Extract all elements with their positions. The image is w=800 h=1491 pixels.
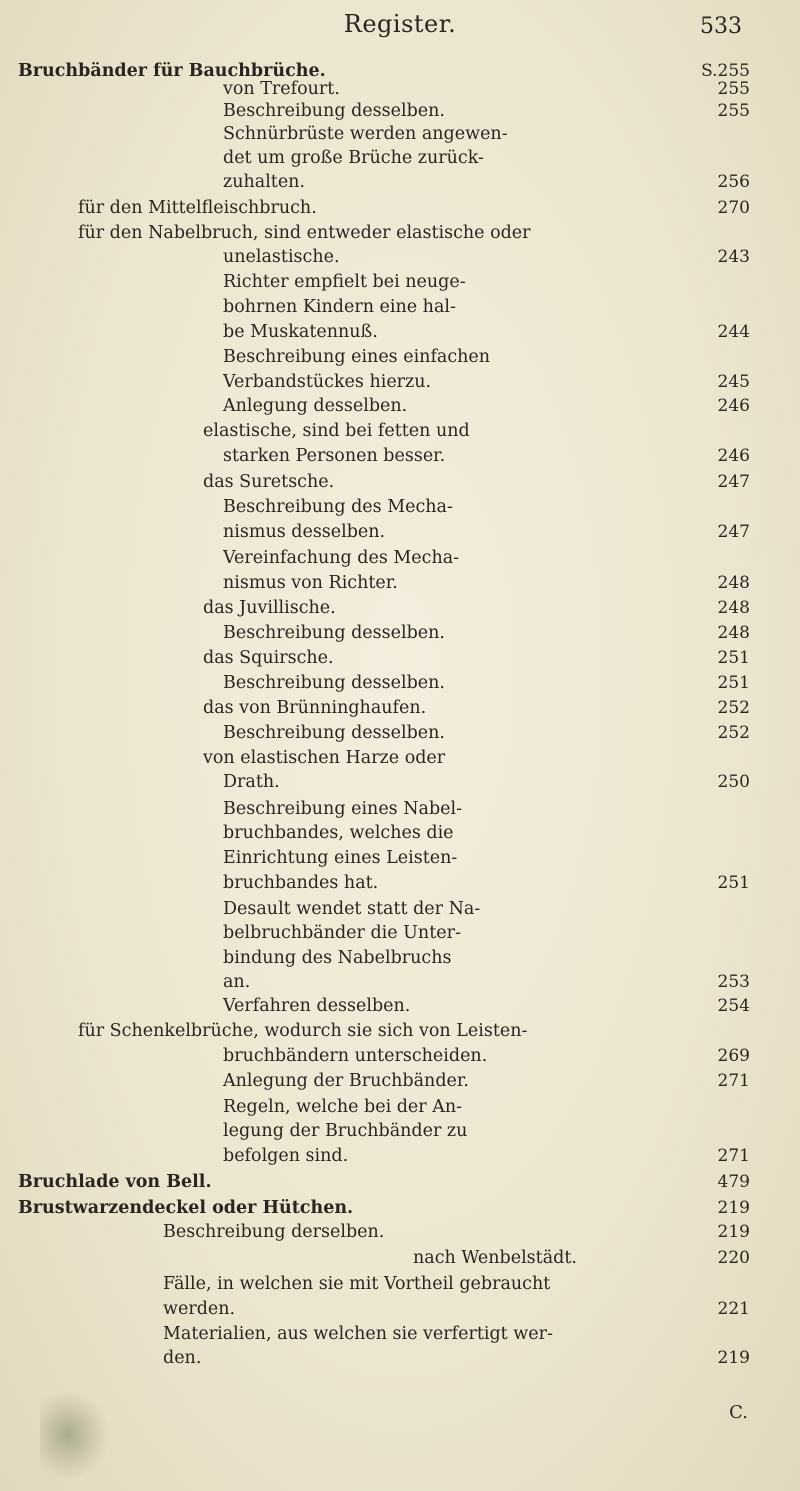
entry-text: nach Wenbelstädt.	[413, 1248, 577, 1268]
entry-page-ref: S.255	[701, 61, 750, 81]
entry-text: Bruchlade von Bell.	[18, 1172, 212, 1192]
entry-text: Verfahren desselben.	[223, 996, 411, 1016]
entry-text: Verbandstückes hierzu.	[223, 372, 432, 392]
entry-page-ref: 271	[717, 1071, 750, 1091]
entry-text: unelastische.	[223, 247, 340, 267]
entry-page-ref: 251	[717, 673, 750, 693]
entry-page-ref: 271	[717, 1146, 750, 1166]
entry-page-ref: 251	[717, 873, 750, 893]
entry-text: das Suretsche.	[203, 472, 335, 492]
entry-text: starken Personen besser.	[223, 446, 446, 466]
entry-page-ref: 219	[717, 1348, 750, 1368]
entry-page-ref: 269	[717, 1046, 750, 1066]
entry-text: elastische, sind bei fetten und	[203, 421, 470, 441]
entry-page-ref: 220	[717, 1248, 750, 1268]
entry-page-ref: 253	[717, 972, 750, 992]
entry-text: Beschreibung desselben.	[223, 673, 445, 693]
entry-text: Anlegung desselben.	[223, 396, 408, 416]
entry-page-ref: 247	[717, 522, 750, 542]
entry-text: von Trefourt.	[223, 79, 340, 99]
entry-page-ref: 254	[717, 996, 750, 1016]
entry-page-ref: 243	[717, 247, 750, 267]
entry-page-ref: 246	[717, 396, 750, 416]
entry-text: Regeln, welche bei der An-	[223, 1097, 463, 1117]
entry-page-ref: 255	[717, 101, 750, 121]
entry-text: be Muskatennuß.	[223, 322, 378, 342]
page-number: 533	[700, 14, 742, 39]
entry-page-ref: 250	[717, 772, 750, 792]
entry-text: nismus desselben.	[223, 522, 386, 542]
entry-page-ref: 221	[717, 1299, 750, 1319]
entry-text: bruchbandes hat.	[223, 873, 379, 893]
entry-page-ref: 256	[717, 172, 750, 192]
entry-text: nismus von Richter.	[223, 573, 398, 593]
entry-text: Vereinfachung des Mecha-	[223, 548, 460, 568]
entry-text: Materialien, aus welchen sie verfertigt wer-	[163, 1324, 553, 1344]
entry-page-ref: 252	[717, 723, 750, 743]
entry-page-ref: 479	[717, 1172, 750, 1192]
entry-page-ref: 245	[717, 372, 750, 392]
entry-text: an.	[223, 972, 251, 992]
entry-page-ref: 246	[717, 446, 750, 466]
entry-text: Beschreibung desselben.	[223, 723, 445, 743]
entry-text: Schnürbrüste werden angewen-	[223, 124, 508, 144]
entry-text: das Juvillische.	[203, 598, 336, 618]
entry-text: den.	[163, 1348, 202, 1368]
entry-text: zuhalten.	[223, 172, 306, 192]
entry-page-ref: 219	[717, 1222, 750, 1242]
entry-text: bindung des Nabelbruchs	[223, 948, 452, 968]
entry-page-ref: 219	[717, 1198, 750, 1218]
entry-text: bruchbändern unterscheiden.	[223, 1046, 488, 1066]
catchword: C.	[729, 1402, 748, 1423]
entry-page-ref: 251	[717, 648, 750, 668]
entry-page-ref: 270	[717, 198, 750, 218]
page-header	[0, 10, 800, 50]
entry-text: Anlegung der Bruchbänder.	[223, 1071, 469, 1091]
entry-text: Drath.	[223, 772, 280, 792]
entry-text: Fälle, in welchen sie mit Vortheil gebraucht	[163, 1274, 551, 1294]
entry-text: Beschreibung desselben.	[223, 623, 445, 643]
entry-text: Desault wendet statt der Na-	[223, 899, 481, 919]
entry-text: das Squirsche.	[203, 648, 334, 668]
entry-page-ref: 244	[717, 322, 750, 342]
running-head: Register.	[343, 10, 457, 38]
entry-text: Beschreibung desselben.	[223, 101, 445, 121]
entry-page-ref: 255	[717, 79, 750, 99]
entry-text: Beschreibung eines einfachen	[223, 347, 491, 367]
entry-text: für Schenkelbrüche, wodurch sie sich von Leisten-	[78, 1021, 528, 1041]
entry-text: befolgen sind.	[223, 1146, 349, 1166]
entry-page-ref: 248	[717, 623, 750, 643]
entry-page-ref: 248	[717, 573, 750, 593]
entry-text: Beschreibung eines Nabel-	[223, 799, 463, 819]
entry-text: Beschreibung des Mecha-	[223, 497, 453, 517]
entry-text: werden.	[163, 1299, 236, 1319]
entry-text: det um große Brüche zurück-	[223, 148, 484, 168]
entry-text: für den Nabelbruch, sind entweder elastische oder	[78, 223, 531, 243]
entry-text: für den Mittelfleischbruch.	[78, 198, 317, 218]
entry-text: belbruchbänder die Unter-	[223, 923, 461, 943]
entry-text: Beschreibung derselben.	[163, 1222, 385, 1242]
entry-page-ref: 252	[717, 698, 750, 718]
entry-text: Einrichtung eines Leisten-	[223, 848, 458, 868]
entry-text: legung der Bruchbänder zu	[223, 1121, 468, 1141]
entry-page-ref: 248	[717, 598, 750, 618]
entry-text: von elastischen Harze oder	[203, 748, 446, 768]
entry-text: das von Brünninghaufen.	[203, 698, 427, 718]
entry-text: Richter empfielt bei neuge-	[223, 272, 466, 292]
entry-page-ref: 247	[717, 472, 750, 492]
entry-text: bohrnen Kindern eine hal-	[223, 297, 456, 317]
entry-text: Bruchbänder für Bauchbrüche.	[18, 61, 326, 81]
entry-text: Brustwarzendeckel oder Hütchen.	[18, 1198, 354, 1218]
entry-text: bruchbandes, welches die	[223, 823, 454, 843]
paper-stain	[40, 1390, 110, 1480]
